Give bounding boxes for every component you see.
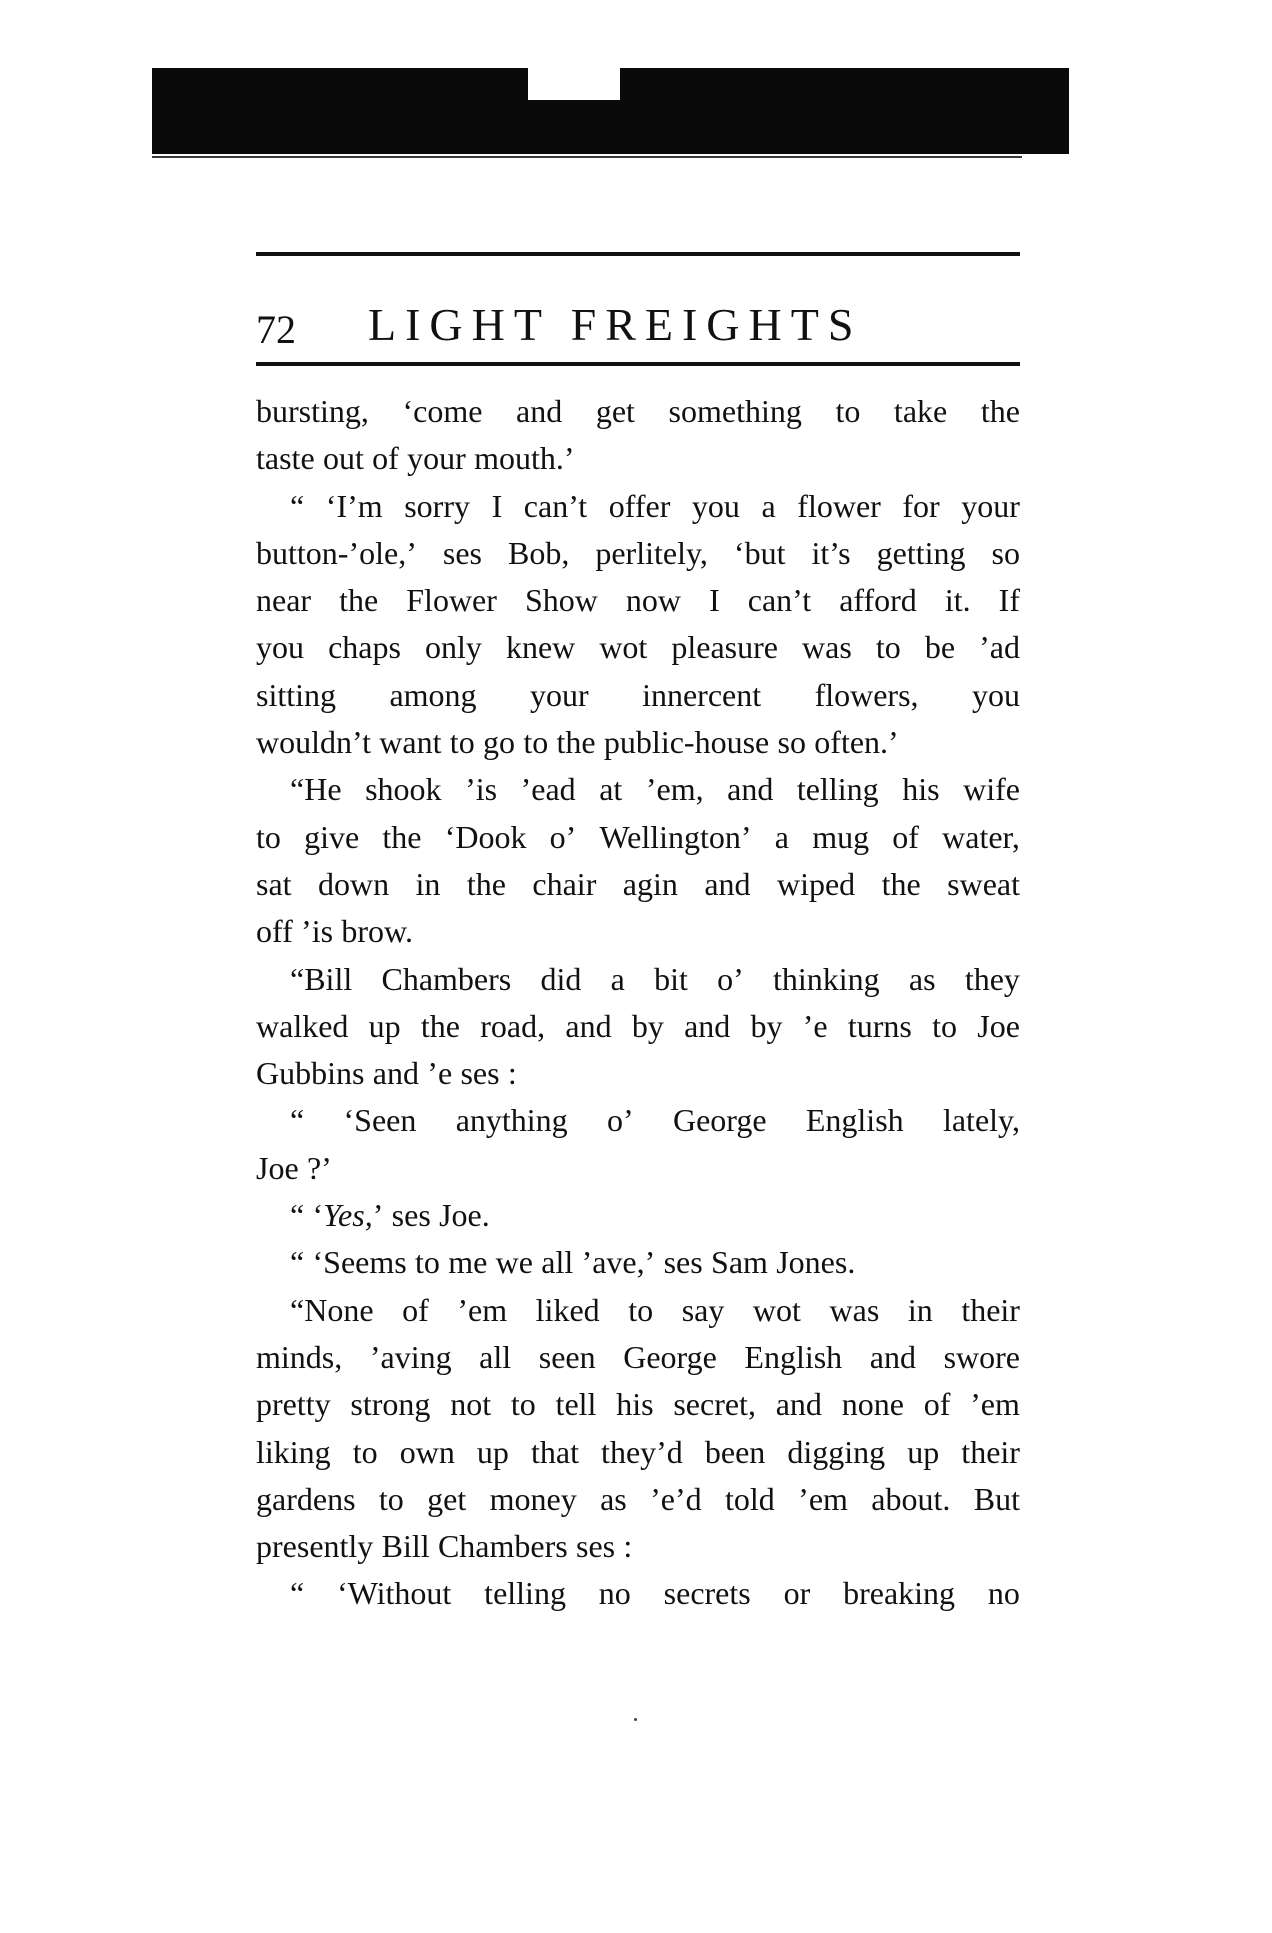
- text-line: near the Flower Show now I can’t afford it. If: [256, 582, 1020, 619]
- text-line: minds, ’aving all seen George English and swore: [256, 1338, 1020, 1375]
- text-line: Gubbins and ’e ses :: [256, 1055, 517, 1092]
- text-line: presently Bill Chambers ses :: [256, 1528, 633, 1565]
- text-line: wouldn’t want to go to the public-house so often.’: [256, 724, 899, 761]
- text-line: liking to own up that they’d been digging up their: [256, 1433, 1020, 1470]
- text-line: taste out of your mouth.’: [256, 440, 575, 477]
- text-line: sitting among your innercent flowers, you: [256, 676, 1020, 713]
- text-line: “None of ’em liked to say wot was in their: [290, 1291, 1020, 1328]
- body-text: [256, 388, 1020, 1618]
- running-head: [256, 298, 1020, 358]
- text-line: you chaps only knew wot pleasure was to be ’ad: [256, 629, 1020, 666]
- header-top-rule: [256, 252, 1020, 256]
- text-line: “ ‘Seen anything o’ George English lately,: [290, 1102, 1020, 1139]
- text-line: off ’is brow.: [256, 913, 414, 950]
- header-bottom-rule: [256, 362, 1020, 366]
- text-line: Joe ?’: [256, 1149, 332, 1186]
- page-number: 72: [256, 307, 296, 352]
- scan-artifact-notch: [528, 68, 620, 100]
- scan-artifact-underline: [152, 156, 1022, 158]
- text-line: sat down in the chair agin and wiped the sweat: [256, 865, 1020, 902]
- text-line: “ ‘Seems to me we all ’ave,’ ses Sam Jones.: [290, 1244, 856, 1281]
- scan-artifact-notch-line: [528, 100, 620, 104]
- text-line: “Bill Chambers did a bit o’ thinking as they: [290, 960, 1020, 997]
- text-line: “ ‘I’m sorry I can’t offer you a flower for your: [290, 487, 1020, 524]
- text-line: pretty strong not to tell his secret, and none of ’em: [256, 1386, 1020, 1423]
- text-line: to give the ‘Dook o’ Wellington’ a mug of water,: [256, 818, 1020, 855]
- scan-speck: [634, 1718, 637, 1721]
- text-line: “He shook ’is ’ead at ’em, and telling his wife: [290, 771, 1020, 808]
- text-line: gardens to get money as ’e’d told ’em about. But: [256, 1480, 1020, 1517]
- text-line: walked up the road, and by and by ’e turns to Joe: [256, 1007, 1020, 1044]
- text-line: bursting, ‘come and get something to take the: [256, 393, 1020, 429]
- text-line: “ ‘Without telling no secrets or breaking no: [290, 1575, 1020, 1612]
- running-title: LIGHT FREIGHTS: [368, 299, 863, 350]
- text-line: “ ‘Yes,’ ses Joe.: [290, 1197, 490, 1234]
- text-line: button-’ole,’ ses Bob, perlitely, ‘but it’s getting so: [256, 534, 1020, 571]
